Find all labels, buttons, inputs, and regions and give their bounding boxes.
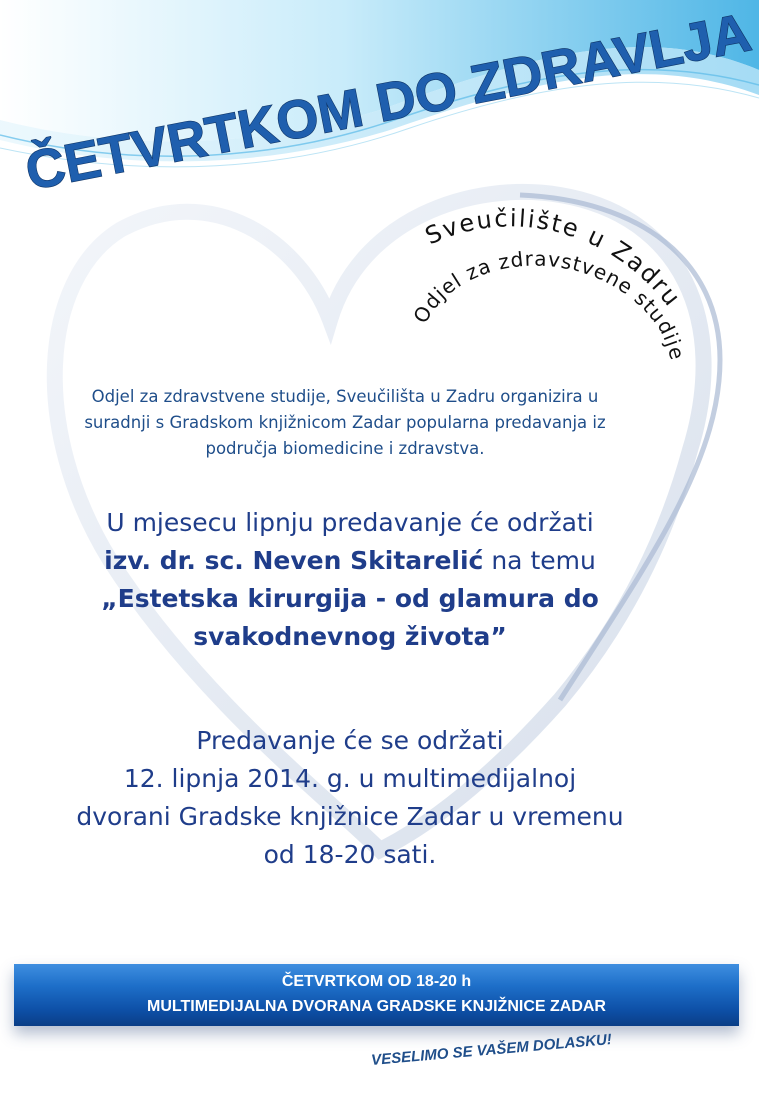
schedule-banner xyxy=(14,964,739,1026)
details-line-4: od 18-20 sati. xyxy=(263,840,437,869)
intro-line-1: Odjel za zdravstvene studije, Sveučilišta u Zadru organizira u xyxy=(91,387,599,406)
topic-prefix: na temu xyxy=(483,546,596,575)
intro-line-2: suradnji s Gradskom knjižnicom Zadar popularna predavanja iz xyxy=(84,413,606,432)
svg-text:Odjel za zdravstvene studije xyxy=(408,246,690,363)
details-line-3: dvorani Gradske knjižnice Zadar u vremenu xyxy=(76,802,624,831)
lecture-line-1: U mjesecu lipnju predavanje će održati xyxy=(106,508,594,537)
intro-paragraph xyxy=(40,384,650,462)
arc-department-name: Odjel za zdravstvene studije xyxy=(408,246,690,364)
banner-line-1: ČETVRTKOM OD 18-20 h xyxy=(281,973,472,990)
details-line-2: 12. lipnja 2014. g. u multimedijalnoj xyxy=(123,764,577,793)
speaker-name: izv. dr. sc. Neven Skitarelić xyxy=(104,546,484,575)
footer-note: VESELIMO SE VAŠEM DOLASKU! xyxy=(370,1031,613,1069)
lecture-announcement xyxy=(20,504,680,656)
lecture-speaker-line xyxy=(20,542,680,580)
headline-title: ČETVRTKOM DO ZDRAVLJA xyxy=(20,2,756,202)
arc-university-name: Sveučilište u Zadru xyxy=(421,204,687,313)
lecture-title-line-1: „Estetska kirurgija - od glamura do xyxy=(101,584,599,613)
intro-line-3: područja biomedicine i zdravstva. xyxy=(205,439,485,458)
lecture-title-line-2: svakodnevnog života” xyxy=(193,622,507,651)
details-line-1: Predavanje će se održati xyxy=(196,726,504,755)
banner-line-2: MULTIMEDIJALNA DVORANA GRADSKE KNJIŽNICE ZADAR xyxy=(147,998,606,1015)
event-details xyxy=(20,722,680,874)
